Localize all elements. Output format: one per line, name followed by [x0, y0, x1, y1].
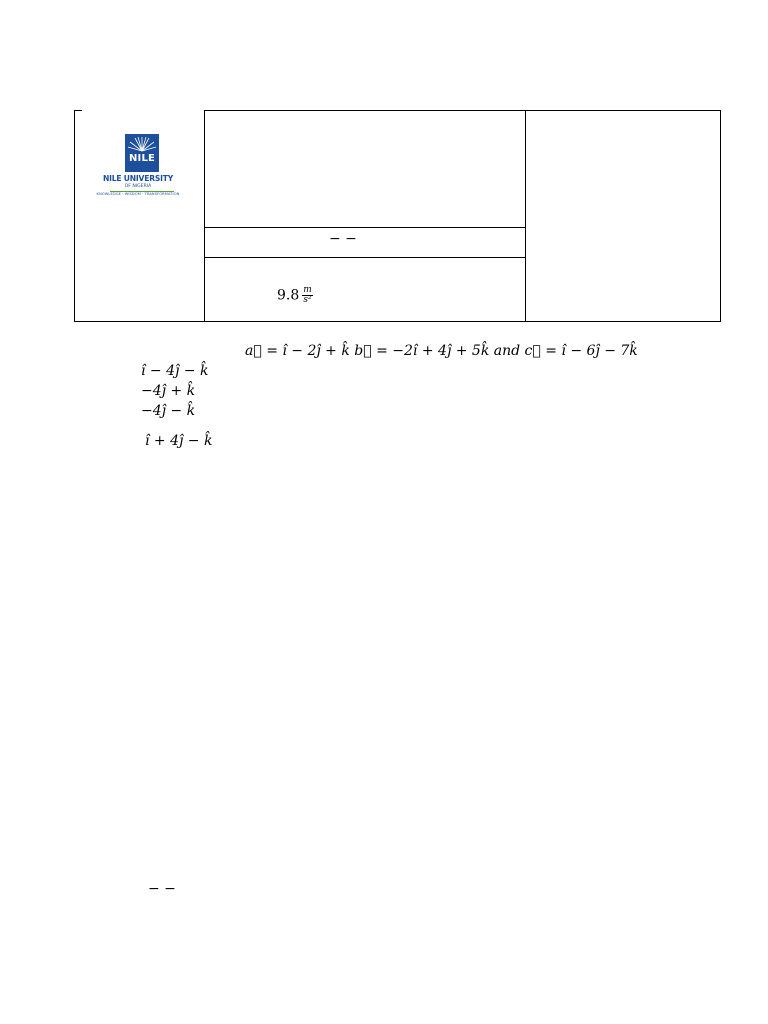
logo-motto: KNOWLEDGE · WISDOM · TRANSFORMATION	[96, 192, 180, 196]
logo-badge-text: NILE	[128, 153, 156, 164]
option-a: î − 4ĵ − k̂	[141, 363, 209, 379]
header-right-cell	[526, 110, 721, 322]
gravity-expression	[277, 286, 313, 305]
logo-badge	[125, 134, 159, 172]
gravity-unit-denominator: s²	[303, 295, 312, 305]
logo-subtitle: OF NIGERIA	[124, 184, 152, 189]
option-b: −4ĵ + k̂	[141, 383, 196, 399]
option-c: −4ĵ − k̂	[141, 403, 196, 419]
sunburst-icon	[125, 134, 159, 154]
header-row-divider-1	[204, 227, 526, 228]
table-corner-tick	[74, 110, 82, 111]
university-logo	[88, 122, 188, 212]
gravity-unit-numerator: m	[303, 285, 312, 295]
gravity-unit	[302, 286, 313, 305]
header-center-cell	[204, 110, 526, 322]
option-d: î + 4ĵ − k̂	[145, 433, 213, 449]
header-row-divider-2	[204, 257, 526, 258]
question-vectors: a⃗ = î − 2ĵ + k̂ b⃗ = −2î + 4ĵ + 5k̂ and c⃗ = î − 6ĵ − 7k̂	[245, 343, 638, 359]
footer-dashes: − −	[148, 881, 176, 897]
logo-university-name: NILE UNIVERSITY	[102, 174, 174, 183]
gravity-value: 9.8	[277, 287, 300, 304]
header-row2-text: − −	[329, 231, 357, 247]
